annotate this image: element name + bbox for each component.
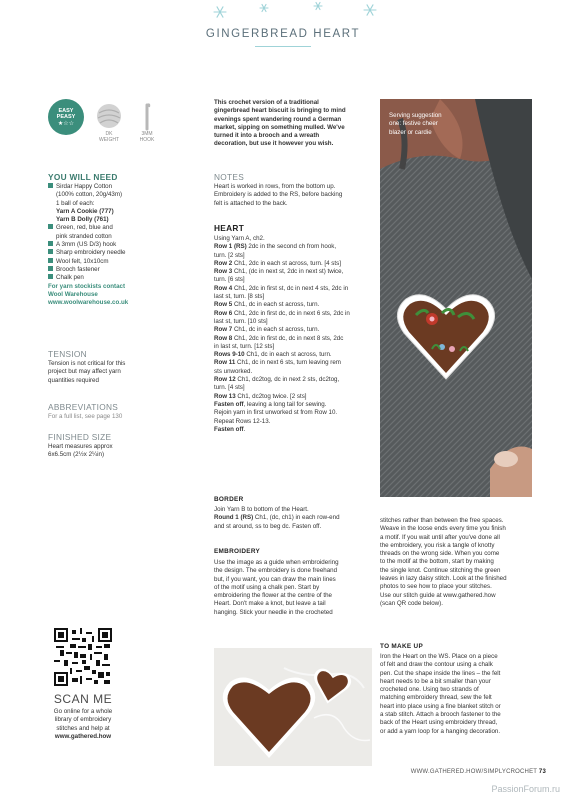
row-text: Join Yarn B to bottom of the Heart. [214, 506, 309, 513]
embroidery-line: embroidering the flower at the centre of the [214, 592, 332, 600]
text-line: to the motif at the bottom, start by making [380, 558, 494, 566]
size-line: Heart measures approx [48, 443, 113, 450]
intro-line: market, sipping on something mulled. We've [214, 123, 345, 131]
instruction-line [214, 335, 382, 343]
weight-label: DK WEIGHT [99, 131, 119, 143]
caption-line: one: festive cheer [389, 120, 438, 128]
row-text: Ch1, (dc in next st, 2dc in next st) twice, [232, 268, 344, 276]
text-line: pen. Cut the shape inside the lines – the felt [380, 669, 501, 677]
text-line: Weave in the loose ends every time you finish [380, 525, 506, 533]
text-line: back of the Heart using embroidery thread, [380, 719, 498, 727]
brooch-photo [380, 99, 532, 497]
border-instructions [214, 506, 382, 531]
notes-line: felt is attached to the back. [214, 199, 288, 207]
instruction-line [214, 285, 382, 293]
row-label: Row 4 [214, 284, 233, 292]
instruction-line [214, 376, 382, 384]
tension-line: project but may affect yarn [48, 368, 121, 376]
difficulty-stars: ★☆☆ [57, 121, 75, 127]
row-text: Repeat Rows 12-13. [214, 417, 271, 425]
title-underline [255, 46, 311, 47]
row-label: Row 2 [214, 259, 233, 267]
embroidery-line: Use the image as a guide when embroidering [214, 559, 339, 566]
intro-line: evenings spent wandering round a German [214, 115, 342, 123]
tension-text [48, 360, 178, 385]
scan-line: library of embroidery [54, 716, 112, 724]
instruction-line [214, 506, 382, 514]
difficulty-badges [48, 99, 178, 149]
stockists-link[interactable]: www.woolwarehouse.co.uk [48, 299, 129, 307]
list-item: Wool felt, 10x10cm [56, 257, 109, 265]
intro-line: turned it into a brooch and a wreath [214, 132, 320, 140]
row-label: Row 13 [214, 392, 236, 400]
scan-me-text [48, 708, 118, 741]
row-text: and st around, ss to beg dc. Fasten off. [214, 522, 322, 530]
caption-line: blazer or cardie [389, 128, 432, 136]
list-item: Yarn A Cookie (777) [56, 207, 114, 215]
embroidery-line: of the motif using a chalk pen. Start by [214, 583, 320, 591]
row-label: Row 12 [214, 376, 236, 384]
embroidery-line: but, if you want, you can draw the main lines [214, 575, 336, 583]
finished-size-text [48, 443, 178, 460]
instruction-line [214, 310, 382, 318]
row-label: Row 3 [214, 268, 233, 276]
hook-icon [134, 101, 160, 131]
easy-peasy-badge [48, 99, 84, 135]
tension-line: Tension is not critical for this [48, 360, 126, 367]
finished-size-heading: FINISHED SIZE [48, 432, 112, 442]
instruction-line [214, 326, 382, 334]
instruction-line [214, 343, 382, 351]
text-line: threads on the wrong side. When you come [380, 550, 500, 558]
scan-link[interactable]: www.gathered.how [54, 732, 112, 740]
row-label: Rows 9-10 [214, 351, 245, 359]
row-text: Ch1, (dc, ch1) in each row-end [253, 514, 340, 522]
row-text: last st, turn. [8 sts] [214, 293, 265, 301]
instruction-line [214, 418, 382, 426]
instruction-line [214, 293, 382, 301]
abbreviations-text: For a full list, see page 130 [48, 413, 123, 420]
text-line: a stab stitch. Attach a brooch fastener to the [380, 711, 501, 719]
row-label: Row 7 [214, 326, 233, 334]
row-text: Ch1, dc in each st across, turn. [244, 351, 332, 359]
row-text: sts unworked. [214, 367, 253, 375]
embroidery-heading: EMBROIDERY [214, 548, 261, 555]
instruction-line [214, 301, 382, 309]
list-item: A 3mm (US D/3) hook [56, 241, 117, 249]
row-text: Using Yarn A, ch2. [214, 235, 265, 242]
row-text: , leaving a long tail for sewing. [243, 400, 327, 408]
stockists-text: For yarn stockists contact [48, 282, 126, 290]
row-text: 2dc in the second ch from hook, [246, 243, 337, 251]
notes-text [214, 183, 378, 208]
to-make-up-heading: TO MAKE UP [380, 643, 424, 650]
row-label: Row 1 (RS) [214, 243, 247, 251]
embroidery-line: hanging. Stick your needle in the crocheted [214, 608, 333, 616]
list-item: Brooch fastener [56, 265, 100, 273]
abbreviations-heading: ABBREVIATIONS [48, 402, 119, 412]
text-line: a motif. If you wait until after you've done all [380, 533, 500, 541]
instruction-line [214, 276, 382, 284]
text-line: stitches rather than between the free spaces. [380, 517, 504, 524]
row-text: Ch1, dc in each st across, turn. [232, 301, 320, 309]
instruction-line [214, 268, 382, 276]
text-line: leaves in lazy daisy stitch. Look at the finished [380, 575, 507, 583]
tension-heading: TENSION [48, 349, 87, 359]
watermark: PassionForum.ru [491, 784, 560, 794]
list-item: Chalk pen [56, 274, 84, 282]
snowflake-decoration [200, 0, 400, 30]
embroidery-continued-text [380, 517, 540, 608]
row-text: last st, turn. [10 sts] [214, 317, 268, 325]
row-text: in last st, turn. [12 sts] [214, 342, 275, 350]
row-text: Rejoin yarn in first unworked st from Row 10. [214, 409, 338, 417]
caption-line: Serving suggestion [389, 112, 442, 119]
instruction-line [214, 426, 382, 434]
notes-heading: NOTES [214, 172, 245, 182]
notes-line: Heart is worked in rows, from the bottom up. [214, 183, 336, 190]
row-text: Ch1, 2dc in first dc, dc in next 6 sts, 2dc in [232, 309, 350, 317]
list-item: Green, red, blue and [56, 224, 113, 232]
row-label: Row 5 [214, 301, 233, 309]
text-line: or add a yarn loop for a hanging decoration. [380, 727, 501, 735]
row-text: Ch1, dc2tog, dc in next 2 sts, dc2tog, [235, 376, 340, 384]
row-label: Row 6 [214, 309, 233, 317]
instruction-line [214, 368, 382, 376]
row-label: Round 1 (RS) [214, 514, 254, 522]
yarn-ball-icon [96, 103, 122, 129]
page-number: 73 [538, 769, 546, 775]
instruction-line [214, 409, 382, 417]
list-item: Sharp embroidery needle [56, 249, 126, 257]
instruction-line [214, 523, 382, 531]
row-text: . [243, 425, 246, 433]
embroidery-line: Heart. Don't make a knot, but leave a tail [214, 600, 326, 608]
scan-line: Go online for a whole [53, 708, 113, 715]
page-footer [411, 769, 546, 775]
size-line: 6x6.5cm (2½x 2¼in) [48, 451, 105, 459]
photo-caption [389, 112, 479, 137]
row-text: Ch1, dc in each st across, turn. [232, 326, 320, 334]
footer-url[interactable]: WWW.GATHERED.HOW/SIMPLYCROCHET [410, 769, 538, 775]
to-make-up-text [380, 653, 542, 736]
intro-text [214, 99, 378, 149]
text-line: of felt and draw the contour using a chalk [380, 661, 493, 669]
qr-code[interactable] [54, 628, 112, 686]
tension-line: quantities required [48, 376, 99, 384]
heart-heading: HEART [214, 223, 245, 233]
intro-line: This crochet version of a traditional [214, 99, 319, 106]
instruction-line [214, 235, 382, 243]
row-text: Ch1, 2dc in first dc, dc in next 8 sts, 2dc [232, 334, 344, 342]
row-text: turn. [6 sts] [214, 276, 245, 284]
row-label: Row 8 [214, 334, 233, 342]
list-item: (100% cotton, 20g/43m) [56, 191, 123, 199]
scan-me-heading: SCAN ME [53, 692, 113, 706]
row-text: Ch1, 2dc in each st across, turn. [4 sts] [232, 259, 341, 267]
intro-line: gingerbread heart biscuit is bringing to mind [214, 107, 346, 115]
text-line: the embroidery, you risk a tangle of knotty [380, 541, 495, 549]
text-line: crocheted one. Using two strands of [380, 686, 479, 694]
list-item: pink stranded cotton [56, 232, 112, 240]
materials-list [48, 183, 178, 307]
instruction-line [214, 359, 382, 367]
hearts-photo [214, 648, 372, 766]
row-text: Ch1, dc2tog twice. [2 sts] [235, 392, 307, 400]
instruction-line [214, 393, 382, 401]
row-text: turn. [2 sts] [214, 251, 245, 259]
notes-line: Embroidery is added to the RS, before backing [214, 191, 343, 199]
text-line: the single knot. Continue stitching the green [380, 566, 501, 574]
hook-label: 3MM HOOK [139, 131, 155, 143]
easy-peasy-label: EASY PEASY [56, 108, 76, 120]
row-label: Fasten off [214, 425, 244, 433]
instruction-line [214, 260, 382, 268]
text-line: Iron the Heart on the WS. Place on a piece [380, 653, 498, 660]
text-line: Use our stitch guide at www.gathered.how [380, 591, 496, 599]
text-line: photos to see how to place your stitches. [380, 583, 492, 591]
heart-instructions [214, 235, 382, 434]
scan-line: stitches and help at [56, 724, 110, 732]
instruction-line [214, 514, 382, 522]
row-text: Ch1, 2dc in first st, dc in next 4 sts, 2dc in [232, 284, 349, 292]
instruction-line [214, 351, 382, 359]
row-label: Fasten off [214, 400, 244, 408]
instruction-line [214, 243, 382, 251]
stockists-name: Wool Warehouse [48, 290, 98, 298]
text-line: heart into place using a fine blanket stitch or [380, 702, 501, 710]
text-line: heart needs to be a bit smaller than your [380, 677, 491, 685]
border-heading: BORDER [214, 496, 244, 503]
list-item: 1 ball of each: [56, 199, 95, 207]
instruction-line [214, 401, 382, 409]
row-text: turn. [4 sts] [214, 384, 245, 392]
text-line: matching embroidery thread, sew the felt [380, 694, 492, 702]
intro-line: decoration, but use it however you wish. [214, 140, 334, 148]
you-will-need-heading: YOU WILL NEED [48, 172, 118, 182]
instruction-line [214, 252, 382, 260]
instruction-line [214, 318, 382, 326]
list-item: Yarn B Dolly (761) [56, 216, 109, 224]
row-text: Ch1, dc in next 6 sts, turn leaving rem [235, 359, 341, 367]
list-item: Sirdar Happy Cotton [56, 183, 113, 190]
text-line: (scan QR code below). [380, 599, 443, 607]
page-title: GINGERBREAD HEART [205, 28, 361, 40]
embroidery-text [214, 559, 382, 617]
embroidery-line: the design. The embroidery is done freehand [214, 567, 338, 575]
row-label: Row 11 [214, 359, 236, 367]
instruction-line [214, 384, 382, 392]
